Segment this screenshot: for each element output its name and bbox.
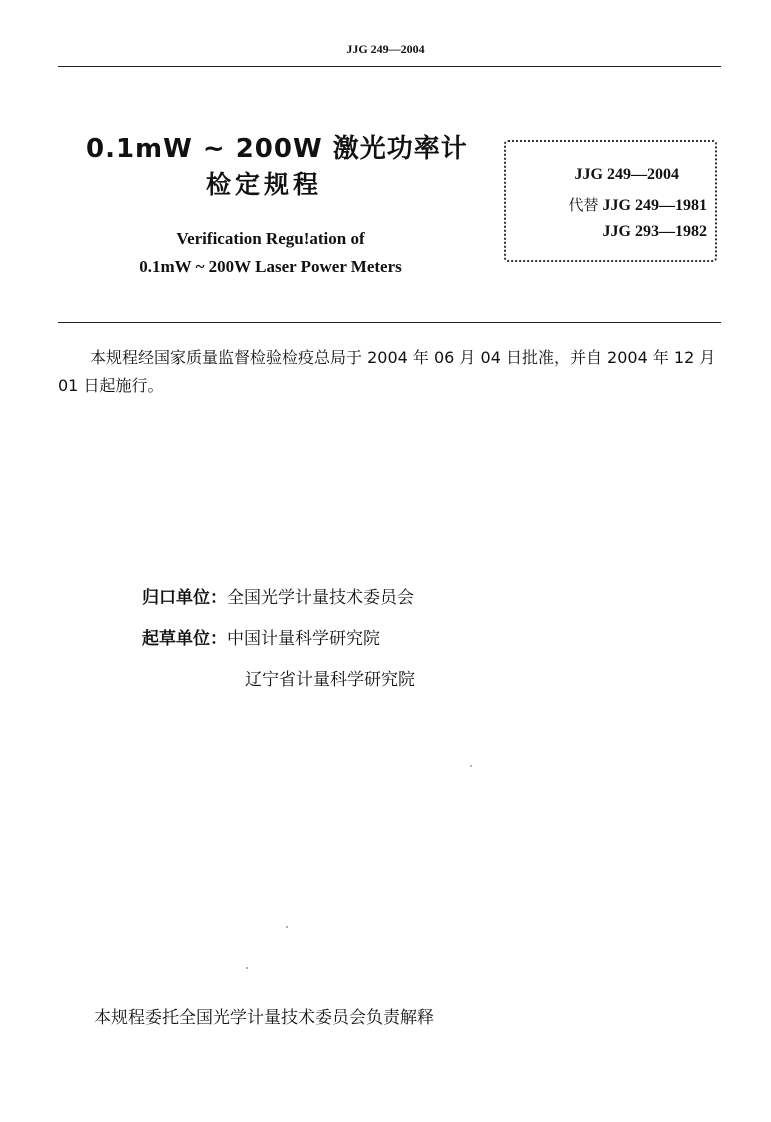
approval-statement: 本规程经国家质量监督检验检疫总局于 2004 年 06 月 04 日批准，并自 2004 年 12 月 01 日起施行。 (58, 348, 716, 395)
replaces-line-1 (569, 194, 707, 215)
responsible-unit-row (142, 583, 414, 608)
scan-speck (246, 967, 248, 969)
drafting-unit-1: 中国计量科学研究院 (227, 629, 380, 649)
responsible-unit: 全国光学计量技术委员会 (227, 588, 414, 608)
section-rule (58, 322, 721, 323)
drafting-unit-2: 辽宁省计量科学研究院 (245, 670, 415, 690)
title-english-line1: Verification Regu!ation of (176, 229, 365, 248)
scan-speck (470, 765, 472, 767)
header-rule (58, 66, 721, 67)
replaced-standard-2: JJG 293—1982 (602, 223, 707, 240)
title-chinese-line1: 0.1mW ~ 200W 激光功率计 (86, 134, 468, 164)
responsible-unit-label: 归口单位： (142, 588, 227, 608)
interpretation-statement: 本规程委托全国光学计量技术委员会负责解释 (94, 1008, 434, 1028)
title-english-line2: 0.1mW ~ 200W Laser Power Meters (139, 257, 402, 276)
standard-code: JJG 249—2004 (574, 166, 679, 183)
drafting-unit-row (142, 624, 380, 649)
header-standard-code: JJG 249—2004 (346, 42, 425, 56)
drafting-unit-label: 起草单位： (142, 629, 227, 649)
replaced-standard-1: JJG 249—1981 (602, 197, 707, 214)
scan-speck (286, 926, 288, 928)
title-chinese-line2: 检定规程 (206, 170, 323, 199)
replaces-label: 代替 (568, 196, 599, 214)
